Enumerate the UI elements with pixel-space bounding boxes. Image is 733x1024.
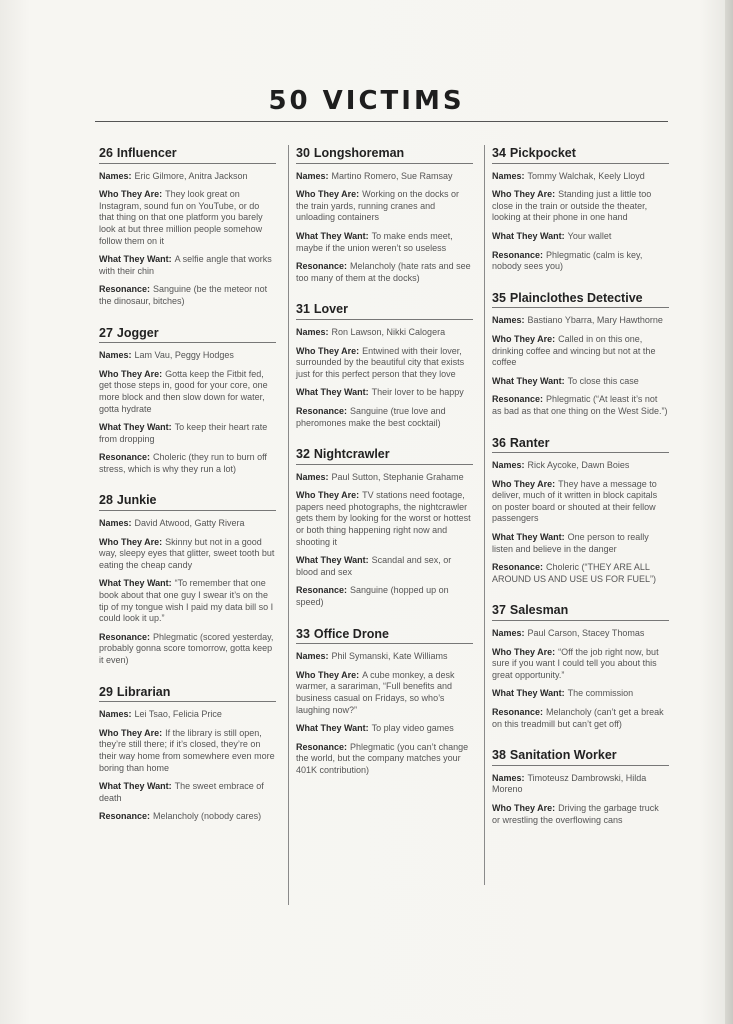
entry-name: Sanitation Worker: [509, 748, 617, 763]
entry-heading: [296, 304, 473, 320]
field-value: Rick Aycoke, Dawn Boies: [527, 460, 630, 471]
entry-name: Librarian: [116, 684, 171, 699]
field-value: “To remember that one book about that one guy I swear it’s on the tip of my tongue wish I paid my data bill so I could look it up.”: [99, 578, 274, 624]
field-label: Resonance:: [492, 707, 544, 717]
field-value: Choleric (they run to burn off stress, which is why they run a lot): [99, 452, 267, 474]
what-they-want-field: [99, 254, 276, 277]
field-value: Martino Romero, Sue Ramsay: [331, 170, 453, 181]
field-label: Names:: [492, 772, 525, 783]
field-label: Resonance:: [99, 284, 151, 295]
what-they-want-field: [492, 376, 669, 388]
resonance-field: [296, 742, 473, 777]
field-value: Choleric (“THEY ARE ALL AROUND US AND USE US FOR FUEL”): [492, 562, 657, 584]
who-they-are-field: [296, 670, 473, 716]
entry-heading: [296, 148, 473, 164]
field-value: Called in on this one, drinking coffee and wincing but not at the coffee: [492, 333, 656, 368]
field-value: Tommy Walchak, Keely Lloyd: [527, 170, 645, 181]
who-they-are-field: [492, 189, 669, 224]
field-label: Names:: [492, 628, 525, 639]
field-label: What They Want:: [99, 781, 172, 792]
victim-entry: [99, 148, 276, 308]
field-value: Phlegmatic (scored yesterday, probably gonna score tomorrow, gotta keep it even): [99, 631, 274, 665]
names-field: [296, 651, 473, 663]
field-label: Names:: [99, 709, 132, 720]
entry-name: Longshoreman: [313, 146, 405, 160]
names-field: [296, 171, 473, 183]
field-label: Who They Are:: [296, 490, 360, 501]
who-they-are-field: [492, 334, 669, 369]
field-label: Who They Are:: [99, 368, 163, 379]
victim-entry: [492, 148, 669, 273]
field-label: What They Want:: [99, 578, 172, 589]
victim-entry: [492, 605, 669, 730]
page-title: 50 VICTIMS: [268, 86, 465, 116]
field-label: Resonance:: [492, 249, 544, 260]
field-value: A selfie angle that works with their chin: [99, 254, 272, 276]
field-label: Names:: [492, 170, 525, 181]
who-they-are-field: [99, 369, 276, 415]
resonance-field: [99, 284, 276, 307]
field-value: Phlegmatic (“At least it’s not as bad as that one thing on the West Side.”): [492, 394, 668, 416]
victim-entry: [492, 435, 669, 586]
resonance-field: [99, 632, 276, 667]
page-edge: [725, 0, 733, 1024]
what-they-want-field: [99, 781, 276, 804]
victim-entry: [492, 750, 669, 826]
field-label: Names:: [492, 460, 525, 471]
resonance-field: [492, 394, 669, 417]
entry-name: Nightcrawler: [313, 447, 390, 462]
field-label: Resonance:: [99, 631, 151, 642]
field-label: Resonance:: [99, 452, 151, 463]
victim-entry: [99, 684, 276, 823]
entry-number: 35: [492, 290, 506, 305]
field-value: Melancholy (nobody cares): [153, 811, 262, 822]
who-they-are-field: [99, 537, 276, 572]
names-field: [492, 171, 669, 183]
victim-entry: [99, 325, 276, 476]
field-label: Names:: [296, 170, 329, 181]
resonance-field: [492, 707, 669, 730]
field-value: Your wallet: [567, 230, 612, 241]
field-label: Names:: [492, 315, 525, 326]
who-they-are-field: [99, 189, 276, 247]
field-label: Resonance:: [492, 562, 544, 573]
field-label: Who They Are:: [492, 646, 556, 657]
field-label: Who They Are:: [492, 333, 556, 344]
field-label: Who They Are:: [296, 189, 360, 200]
field-label: What They Want:: [296, 555, 369, 566]
who-they-are-field: [492, 803, 669, 826]
who-they-are-field: [492, 647, 669, 682]
entry-name: Plainclothes Detective: [509, 290, 643, 305]
resonance-field: [296, 261, 473, 284]
what-they-want-field: [296, 555, 473, 578]
resonance-field: [296, 406, 473, 429]
field-value: Paul Sutton, Stephanie Grahame: [331, 471, 464, 482]
field-value: A cube monkey, a desk warmer, a sarariman, “Full benefits and business casual on Fridays, so who’s laughing now?”: [296, 669, 455, 715]
field-label: What They Want:: [99, 254, 172, 265]
entry-name: Pickpocket: [509, 146, 576, 160]
field-value: Melancholy (can’t get a break on this treadmill but can’t get off): [492, 707, 664, 729]
entry-heading: [492, 750, 669, 766]
field-label: What They Want:: [492, 532, 565, 543]
entry-number: 38: [492, 748, 506, 763]
field-value: Working on the docks or the train yards, running cranes and unloading containers: [296, 189, 460, 223]
resonance-field: [492, 562, 669, 585]
victim-entry: [296, 304, 473, 429]
victim-entry: [296, 449, 473, 609]
field-label: Names:: [296, 326, 329, 337]
what-they-want-field: [492, 532, 669, 555]
field-label: Who They Are:: [492, 478, 556, 489]
column-1: [99, 148, 276, 843]
field-label: Resonance:: [296, 405, 348, 416]
field-value: Eric Gilmore, Anitra Jackson: [134, 170, 248, 181]
field-value: One person to really listen and believe in the danger: [492, 532, 649, 554]
field-value: Sanguine (true love and pheromones make the best cocktail): [296, 405, 446, 428]
what-they-want-field: [296, 387, 473, 399]
field-label: Who They Are:: [99, 727, 163, 738]
names-field: [296, 327, 473, 339]
victim-entry: [296, 148, 473, 284]
field-label: Names:: [99, 350, 132, 361]
resonance-field: [99, 811, 276, 823]
names-field: [492, 460, 669, 472]
entry-heading: [492, 148, 669, 164]
field-label: What They Want:: [492, 375, 565, 386]
who-they-are-field: [296, 189, 473, 224]
victim-entry: [296, 626, 473, 777]
entry-number: 29: [99, 684, 113, 699]
names-field: [296, 472, 473, 484]
field-value: Lei Tsao, Felicia Price: [134, 709, 222, 720]
field-value: Ron Lawson, Nikki Calogera: [331, 326, 446, 337]
field-value: Melancholy (hate rats and see too many of them at the docks): [296, 261, 471, 283]
names-field: [99, 171, 276, 183]
names-field: [99, 518, 276, 530]
field-value: Lam Vau, Peggy Hodges: [134, 350, 234, 361]
field-value: The sweet embrace of death: [99, 781, 264, 803]
field-value: Scandal and sex, or blood and sex: [296, 555, 452, 577]
entry-name: Ranter: [509, 435, 550, 450]
entry-name: Salesman: [509, 603, 569, 618]
entry-heading: [492, 290, 669, 309]
what-they-want-field: [99, 422, 276, 445]
field-label: Names:: [296, 471, 329, 482]
entry-number: 26: [99, 146, 113, 160]
field-label: Resonance:: [296, 585, 348, 596]
field-value: They have a message to deliver, much of it written in block capitals on poster board or shouted at their fellow passengers: [492, 478, 658, 524]
field-label: Who They Are:: [492, 189, 556, 200]
who-they-are-field: [492, 479, 669, 525]
resonance-field: [296, 585, 473, 608]
names-field: [99, 350, 276, 362]
entry-number: 33: [296, 626, 310, 641]
field-value: TV stations need footage, papers need photographs, the nightcrawler gets them by looking for the worst or hottest or both thing happening right now and shooting it: [296, 490, 471, 547]
title-rule: [95, 121, 668, 122]
entry-number: 32: [296, 447, 310, 462]
field-label: Names:: [99, 170, 132, 181]
entry-number: 27: [99, 325, 113, 340]
field-value: The commission: [567, 688, 634, 699]
field-value: Paul Carson, Stacey Thomas: [527, 628, 645, 639]
field-label: Resonance:: [99, 811, 151, 822]
entry-name: Office Drone: [313, 626, 389, 641]
what-they-want-field: [492, 231, 669, 243]
field-value: To keep their heart rate from dropping: [99, 422, 268, 444]
field-value: They look great on Instagram, sound fun on YouTube, or do that thing on that one platform you barely look at but three million people somehow follow them on it: [99, 189, 263, 246]
entry-number: 34: [492, 146, 506, 160]
entry-heading: [296, 626, 473, 645]
field-value: Phlegmatic (you can’t change the world, but the company matches your 401K contribution): [296, 741, 469, 775]
field-label: What They Want:: [296, 230, 369, 241]
entry-heading: [99, 684, 276, 703]
entry-heading: [492, 435, 669, 454]
resonance-field: [492, 250, 669, 273]
entry-heading: [492, 605, 669, 621]
names-field: [492, 628, 669, 640]
field-value: Driving the garbage truck or wrestling the overflowing cans: [492, 802, 659, 825]
column-3: [492, 148, 669, 846]
names-field: [492, 315, 669, 327]
field-value: To close this case: [567, 375, 639, 386]
field-value: “Off the job right now, but sure if you want I could tell you about this great opportunity.”: [492, 646, 659, 680]
column-2: [296, 148, 473, 797]
field-label: Resonance:: [296, 261, 348, 272]
entry-number: 31: [296, 302, 310, 317]
field-label: Who They Are:: [492, 802, 556, 813]
names-field: [99, 709, 276, 721]
entry-number: 37: [492, 603, 506, 618]
field-label: Who They Are:: [296, 669, 360, 680]
who-they-are-field: [296, 346, 473, 381]
entry-number: 28: [99, 493, 113, 508]
field-label: Names:: [99, 518, 132, 529]
entry-heading: [296, 449, 473, 465]
resonance-field: [99, 452, 276, 475]
what-they-want-field: [492, 688, 669, 700]
field-value: Entwined with their lover, surrounded by the beautiful city that exists just for this perfect person that they love: [296, 345, 465, 379]
entry-name: Junkie: [116, 493, 157, 508]
entry-heading: [99, 148, 276, 164]
field-label: What They Want:: [492, 230, 565, 241]
column-divider: [288, 145, 289, 905]
field-value: If the library is still open, they’re still there; if it’s closed, they’re on their way home from somewhere even more boring than home: [99, 727, 275, 773]
field-value: To play video games: [371, 723, 454, 734]
field-label: Resonance:: [492, 394, 544, 405]
what-they-want-field: [296, 723, 473, 735]
field-label: Who They Are:: [99, 536, 163, 547]
field-label: Names:: [296, 651, 329, 662]
entry-name: Jogger: [116, 325, 159, 340]
entry-number: 36: [492, 435, 506, 450]
field-label: What They Want:: [296, 387, 369, 398]
field-value: Sanguine (be the meteor not the dinosaur, bitches): [99, 284, 268, 306]
field-value: Gotta keep the Fitbit fed, get those steps in, good for your core, one more block and then slow down for water, gotta hydrate: [99, 368, 268, 414]
who-they-are-field: [99, 728, 276, 774]
field-value: Timoteusz Dambrowski, Hilda Moreno: [492, 772, 647, 795]
field-label: Who They Are:: [99, 189, 163, 200]
field-value: Standing just a little too close in the train or outside the theater, looking at their phone in one hand: [492, 189, 652, 223]
field-label: What They Want:: [296, 723, 369, 734]
field-label: Resonance:: [296, 741, 348, 752]
column-divider: [484, 145, 485, 885]
entry-name: Influencer: [116, 146, 177, 160]
who-they-are-field: [296, 490, 473, 548]
field-value: David Atwood, Gatty Rivera: [134, 518, 245, 529]
what-they-want-field: [296, 231, 473, 254]
entry-heading: [99, 495, 276, 511]
entry-name: Lover: [313, 302, 348, 317]
field-label: What They Want:: [99, 422, 172, 433]
field-value: Phil Symanski, Kate Williams: [331, 651, 448, 662]
entry-number: 30: [296, 146, 310, 160]
names-field: [492, 773, 669, 796]
what-they-want-field: [99, 578, 276, 624]
field-label: What They Want:: [492, 688, 565, 699]
field-label: Who They Are:: [296, 345, 360, 356]
field-value: Their lover to be happy: [371, 387, 464, 398]
field-value: Bastiano Ybarra, Mary Hawthorne: [527, 315, 663, 326]
field-value: Phlegmatic (calm is key, nobody sees you): [492, 249, 643, 272]
entry-heading: [99, 325, 276, 344]
field-value: To make ends meet, maybe if the union weren’t so useless: [296, 230, 453, 253]
victim-entry: [99, 495, 276, 666]
field-value: Sanguine (hopped up on speed): [296, 585, 449, 608]
victim-entry: [492, 290, 669, 418]
field-value: Skinny but not in a good way, sleepy eyes that glitter, sweet tooth but eating the cheap candy: [99, 536, 275, 570]
